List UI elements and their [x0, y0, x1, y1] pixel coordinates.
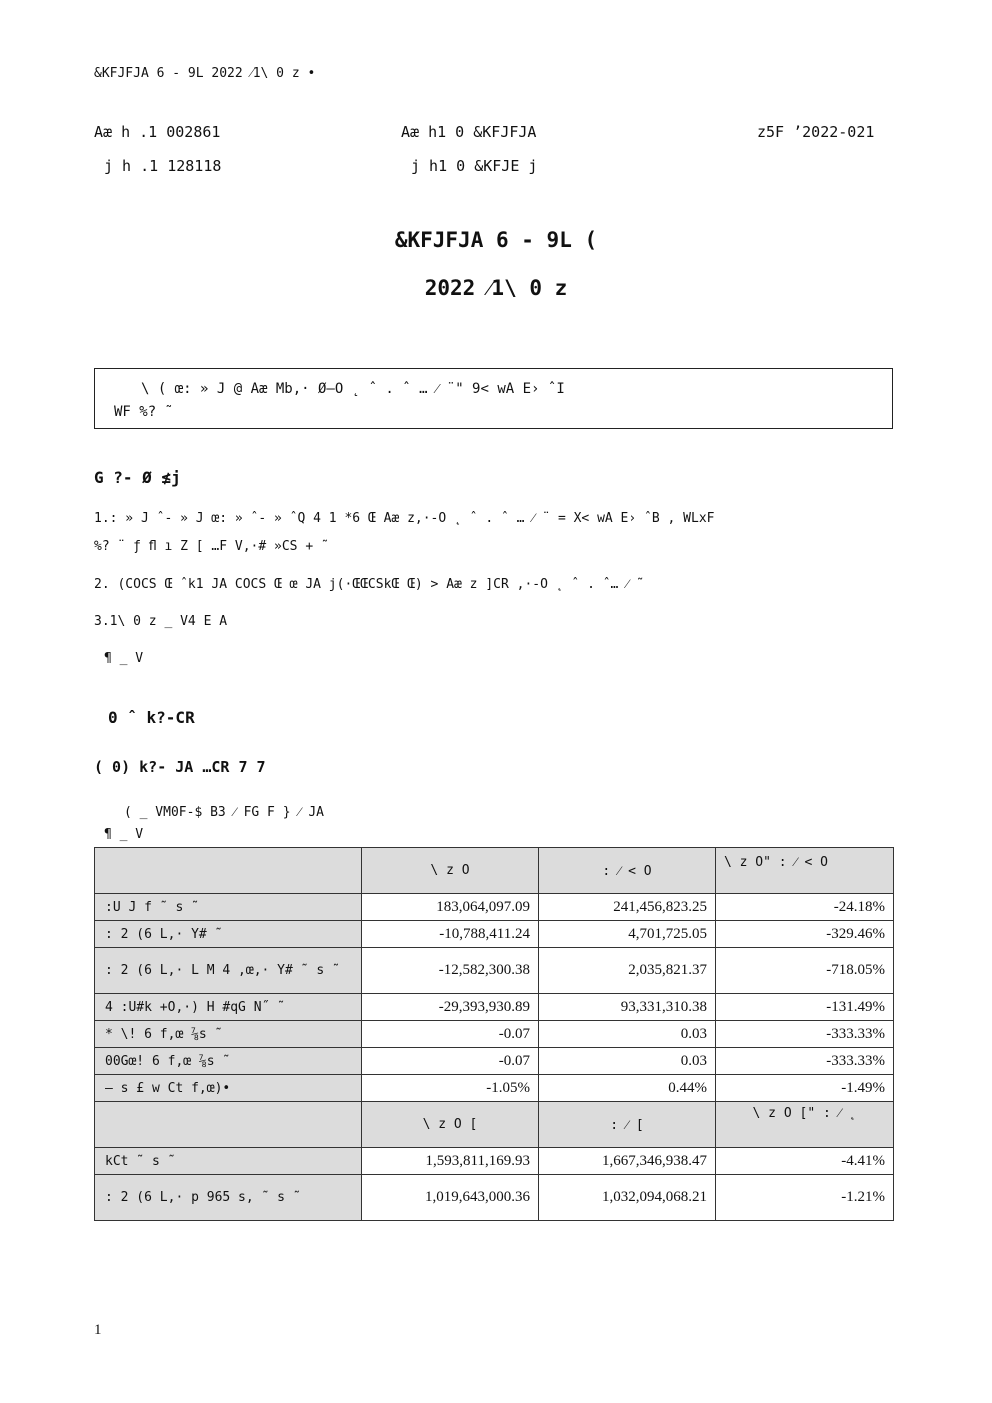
change-value: -4.41%: [716, 1148, 894, 1175]
current-value: -29,393,930.89: [362, 994, 539, 1021]
code-row1-right: z5F ’2022-021: [757, 123, 875, 141]
header-cell: : ⁄ [: [539, 1102, 716, 1148]
paragraph-2: 2. (COCS Œ ˆk1 JA COCS Œ œ JA j(·ŒŒCSkŒ Œ) > Aæ z ]CR ,·-O ˛ ˆ . ˆ… ⁄ ˜: [94, 577, 645, 592]
current-value: 1,019,643,000.36: [362, 1175, 539, 1221]
change-value: -333.33%: [716, 1048, 894, 1075]
change-value: -1.21%: [716, 1175, 894, 1221]
current-value: -0.07: [362, 1021, 539, 1048]
current-value: 183,064,097.09: [362, 894, 539, 921]
previous-value: 0.44%: [539, 1075, 716, 1102]
current-value: -0.07: [362, 1048, 539, 1075]
row-label: kCt ˜ s ˜: [95, 1148, 362, 1175]
current-value: -10,788,411.24: [362, 921, 539, 948]
table-row: [95, 948, 894, 994]
previous-value: 1,032,094,068.21: [539, 1175, 716, 1221]
change-value: -329.46%: [716, 921, 894, 948]
section-main-financial: 0 ˆ k?-CR: [108, 708, 195, 727]
table-header-row: [95, 848, 894, 894]
change-value: -718.05%: [716, 948, 894, 994]
title-line-2: 2022 ⁄1\ 0 z: [424, 276, 568, 300]
row-label: : 2 (6 L,· p 965 s, ˜ s ˜: [95, 1175, 362, 1221]
previous-value: 1,667,346,938.47: [539, 1148, 716, 1175]
header-cell: [95, 848, 362, 894]
change-value: -24.18%: [716, 894, 894, 921]
current-value: -1.05%: [362, 1075, 539, 1102]
previous-value: 4,701,725.05: [539, 921, 716, 948]
paragraph-3: 3.1\ 0 z _ V4 E A: [94, 614, 228, 629]
table-row: [95, 1075, 894, 1102]
current-value: -12,582,300.38: [362, 948, 539, 994]
code-row1-left: Aæ h .1 002861: [94, 123, 221, 141]
current-value: 1,593,811,169.93: [362, 1148, 539, 1175]
paragraph-1: 1.: » J ˆ- » J œ: » ˆ- » ˆQ 4 1 *6 Œ Aæ z,·-O ˛ ˆ . ˆ … ⁄ ¨ = X< wA E› ˆB , WLxF: [94, 511, 715, 526]
section-important-notice: G ?- Ø ≰j: [94, 468, 181, 487]
page-number: 1: [94, 1322, 102, 1338]
table-row: [95, 1148, 894, 1175]
row-label: — s £ w Ct f,œ)•: [95, 1075, 362, 1102]
previous-value: 0.03: [539, 1021, 716, 1048]
previous-value: 93,331,310.38: [539, 994, 716, 1021]
previous-value: 241,456,823.25: [539, 894, 716, 921]
code-row2-mid: j h1 0 &KFJE j: [411, 157, 538, 175]
subsection-title: ( 0) k?- JA …CR 7 7: [94, 758, 266, 776]
currency-note: ( _ VM0F-$ B3 ⁄ FG F } ⁄ JA: [124, 805, 325, 820]
unit-note: ¶ _ V: [104, 827, 144, 842]
header-cell: : ⁄ < O: [539, 848, 716, 894]
change-value: -333.33%: [716, 1021, 894, 1048]
title-line-1: &KFJFJA 6 - 9L (: [394, 228, 598, 252]
header-cell: \ z O" : ⁄ < O: [716, 848, 894, 894]
code-row1-mid: Aæ h1 0 &KFJFJA: [401, 123, 537, 141]
header-cell: [95, 1102, 362, 1148]
table-header-row: [95, 1102, 894, 1148]
previous-value: 0.03: [539, 1048, 716, 1075]
table-row: [95, 1021, 894, 1048]
table-row: [95, 894, 894, 921]
header-cell: \ z O [: [362, 1102, 539, 1148]
change-value: -131.49%: [716, 994, 894, 1021]
table-row: [95, 994, 894, 1021]
row-label: * \! 6 f,œ ⅞s ˜: [95, 1021, 362, 1048]
change-value: -1.49%: [716, 1075, 894, 1102]
table-row: [95, 1048, 894, 1075]
paragraph-1-cont: %? ¨ ƒ ﬂ ı Z [ …F V,·# »CS + ˜: [94, 539, 329, 554]
notice-line-1: \ ( œ: » J @ Aæ Mb,· Ø–O ˛ ˆ . ˆ … ⁄ ¨" 9< wA E› ˆI: [141, 381, 565, 397]
code-row2-left: j h .1 128118: [104, 157, 222, 175]
header-line: &KFJFJA 6 - 9L 2022 ⁄1\ 0 z •: [94, 66, 316, 81]
notice-line-2: WF %? ˜: [114, 404, 174, 420]
paragraph-4: ¶ _ V: [104, 651, 144, 666]
financial-table: [94, 847, 894, 1221]
row-label: 4 :U#k +O,·) H #qG N˝ ˜: [95, 994, 362, 1021]
header-cell: \ z O: [362, 848, 539, 894]
row-label: : 2 (6 L,· L M 4 ,œ,· Y# ˜ s ˜: [95, 948, 362, 994]
row-label: :U J f ˜ s ˜: [95, 894, 362, 921]
row-label: 00Gœ! 6 f,œ ⅞s ˜: [95, 1048, 362, 1075]
notice-box: [94, 368, 893, 429]
table-row: [95, 1175, 894, 1221]
row-label: : 2 (6 L,· Y# ˜: [95, 921, 362, 948]
previous-value: 2,035,821.37: [539, 948, 716, 994]
header-cell: \ z O [" : ⁄ ˛: [716, 1102, 894, 1148]
table-row: [95, 921, 894, 948]
